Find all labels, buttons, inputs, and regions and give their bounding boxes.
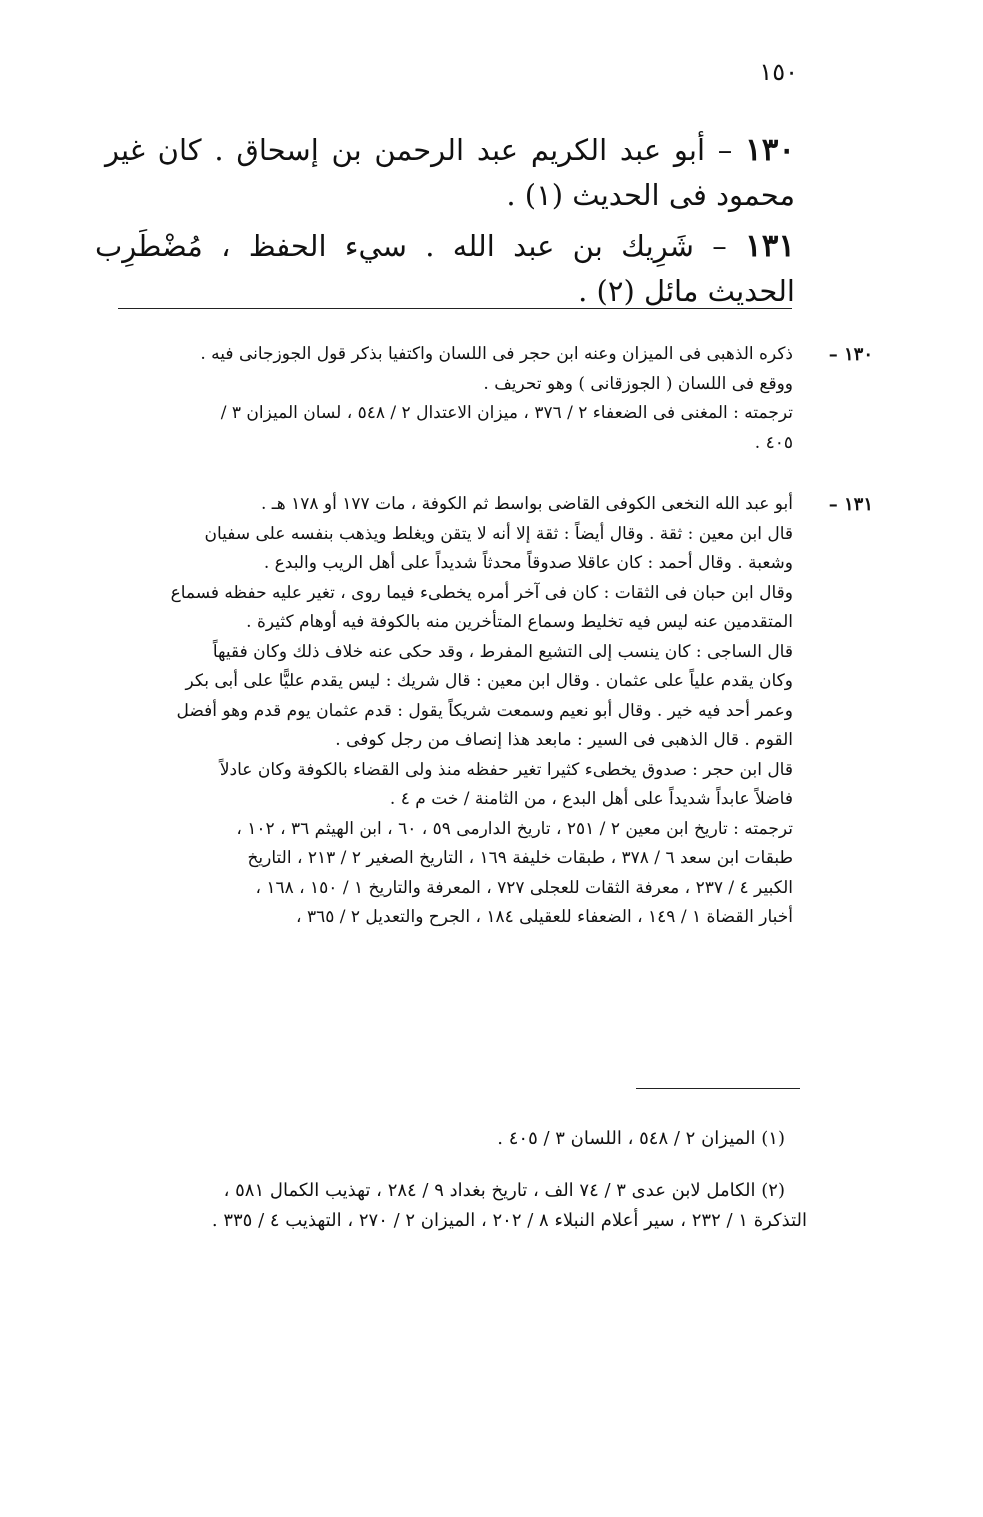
commentary-line: قال ابن حجر : صدوق يخطىء كثيرا تغير حفظه منذ ولى القضاء بالكوفة وكان عادلاً xyxy=(219,759,793,780)
footnote-1: (١) الميزان ٢ / ٥٤٨ ، اللسان ٣ / ٤٠٥ . xyxy=(497,1128,785,1149)
entry-text: – أبو عبد الكريم عبد الرحمن بن إسحاق . كان غير محمود فى الحديث (١) . xyxy=(105,133,795,212)
footnotes xyxy=(97,1124,807,1236)
commentary-line: ووقع فى اللسان ( الجوزقانى ) وهو تحريف . xyxy=(483,373,793,394)
commentary-line: وشعبة . وقال أحمد : كان عاقلا صدوقاً محدثاً شديداً على أهل الريب والبدع . xyxy=(263,553,793,573)
commentary-line: المتقدمين عنه ليس فيه تخليط وسماع المتأخرين منه بالكوفة فيه أوهام كثيرة . xyxy=(246,612,793,632)
section-divider xyxy=(118,308,792,309)
commentary-line: الكبير ٤ / ٢٣٧ ، معرفة الثقات للعجلى ٧٢٧ ، المعرفة والتاريخ ١ / ١٥٠ ، ١٦٨ ، xyxy=(255,877,793,898)
commentary-line: أبو عبد الله النخعى الكوفى القاضى بواسط ثم الكوفة ، مات ١٧٧ أو ١٧٨ هـ . xyxy=(260,494,793,514)
page-number: ١٥٠ xyxy=(759,58,798,86)
commentary-line: وكان يقدم علياً على عثمان . وقال ابن معين : قال شريك : ليس يقدم عليًّا على أبى بكر xyxy=(185,671,793,691)
commentary-line: القوم . قال الذهبى فى السير : مابعد هذا إنصاف من رجل كوفى . xyxy=(335,730,793,750)
entry-number: ١٣١ xyxy=(745,228,795,264)
commentary-131 xyxy=(170,490,873,933)
commentary-line: قال الساجى : كان ينسب إلى التشيع المفرط ، وقد حكى عنه خلاف ذلك وكان فقيهاً xyxy=(212,641,793,662)
commentary-line: ترجمته : تاريخ ابن معين ٢ / ٢٥١ ، تاريخ الدارمى ٥٩ ، ٦٠ ، ابن الهيثم ٣٦ ، ١٠٢ ، xyxy=(236,818,793,839)
commentary-130 xyxy=(193,340,873,458)
main-entry-130 xyxy=(105,128,795,218)
commentary-number: ١٣١ – xyxy=(828,494,873,515)
footnote-2-line-2: التذكرة ١ / ٢٣٢ ، سير أعلام النبلاء ٨ / ٢٠٢ ، الميزان ٢ / ٢٧٠ ، التهذيب ٤ / ٣٣٥ . xyxy=(211,1210,807,1231)
commentary-line: وقال ابن حبان فى الثقات : كان فى آخر أمره يخطىء فيما روى ، تغير عليه حفظه فسماع xyxy=(170,582,793,603)
commentary-line: فاضلاً عابداً شديداً على أهل البدع ، من الثامنة / خت م ٤ . xyxy=(389,789,793,809)
commentary-line: أخبار القضاة ١ / ١٤٩ ، الضعفاء للعقيلى ١٨٤ ، الجرح والتعديل ٢ / ٣٦٥ ، xyxy=(296,907,793,927)
commentary-line: قال ابن معين : ثقة . وقال أيضاً : ثقة إلا أنه لا يتقن ويغلط ويذهب بنفسه على سفيان xyxy=(204,523,793,544)
entry-number: ١٣٠ xyxy=(745,132,795,168)
footnote-2-line-1: (٢) الكامل لابن عدى ٣ / ٧٤ الف ، تاريخ بغداد ٩ / ٢٨٤ ، تهذيب الكمال ٥٨١ ، xyxy=(223,1180,785,1201)
entry-text: – شَرِيك بن عبد الله . سيء الحفظ ، مُضْطَرِب الحديث مائل (٢) . xyxy=(95,229,795,308)
main-entry-131 xyxy=(95,224,795,314)
footnote-divider xyxy=(636,1088,800,1089)
commentary-number: ١٣٠ – xyxy=(828,344,873,365)
commentary-line: ٤٠٥ . xyxy=(754,432,793,453)
commentary-line: طبقات ابن سعد ٦ / ٣٧٨ ، طبقات خليفة ١٦٩ ، التاريخ الصغير ٢ / ٢١٣ ، التاريخ xyxy=(247,848,793,868)
commentary-line: ترجمته : المغنى فى الضعفاء ٢ / ٣٧٦ ، ميزان الاعتدال ٢ / ٥٤٨ ، لسان الميزان ٣ / xyxy=(220,403,793,423)
commentary-line: ذكره الذهبى فى الميزان وعنه ابن حجر فى اللسان واكتفيا بذكر قول الجوزجانى فيه . xyxy=(200,344,793,364)
commentary-line: وعمر أحد فيه خير . وقال أبو نعيم وسمعت شريكاً يقول : قدم عثمان يوم قدم وهو أفضل xyxy=(176,700,793,721)
